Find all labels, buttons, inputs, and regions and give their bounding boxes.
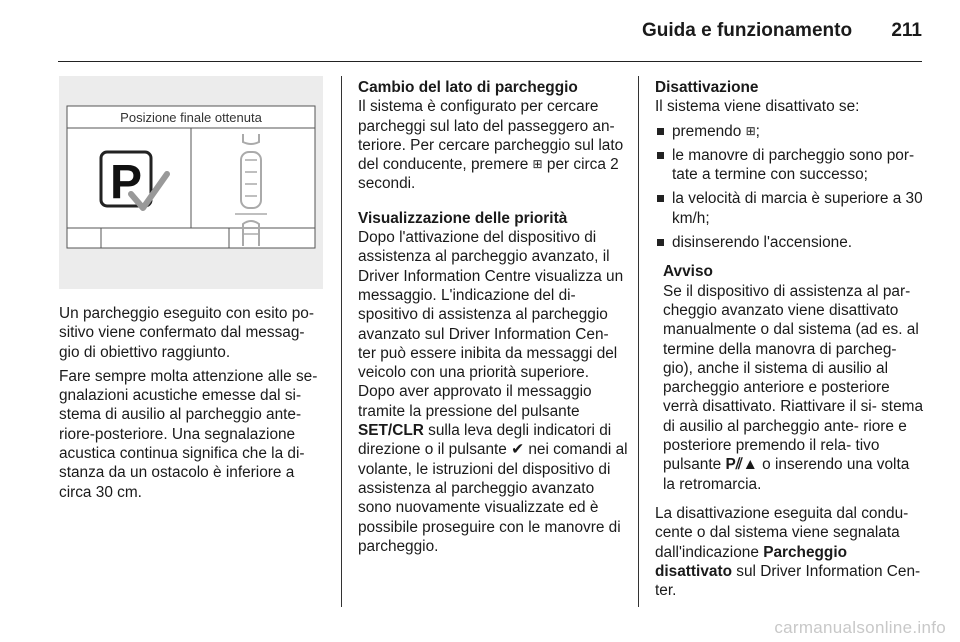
notice-text: Se il dispositivo di assistenza al par- cheggio avanzato viene disattivato manualmente o dal sistema (ad es. al termine della manovra di parcheg- gio), anche il sistema di ausilio al parcheggio anteriore e posteriore verrà disattivato. Riattivare il si- stema di ausilio al parcheggio ante- riore e posteriore premendo il rela- tivo pulsante P⫽▲ o inserendo una volta la retromarcia. <box>663 282 924 493</box>
parking-assist-button-icon: ⊞ <box>745 123 756 138</box>
deactivation-list <box>655 122 923 253</box>
body-paragraph: Fare sempre molta attenzione alle se- gnalazioni acustiche emesse dal si- stema di ausilio al parcheggio ante- riore-posteriore. Una segnalazione acustica continua significa che la di- stanza da un ostacolo è inferiore a circa 30 cm. <box>59 367 318 501</box>
column-3 <box>655 78 923 605</box>
list-item: le manovre di parcheggio sono por- tate a termine con successo; <box>655 146 923 185</box>
bullet-icon <box>657 128 664 135</box>
header-rule <box>58 61 922 62</box>
column-divider <box>638 76 639 607</box>
column-2 <box>358 78 628 561</box>
body-paragraph: Un parcheggio eseguito con esito po- sitivo viene confermato dal messag- gio di obiettivo raggiunto. <box>59 305 314 361</box>
watermark: carmanualsonline.info <box>774 618 946 637</box>
text-run: nei comandi al volante, le istruzioni del dispositivo di assistenza al parcheggio avanzato sono nuovamente visualizzate ed è possibile proseguire con le manovre di parcheggio. <box>358 441 628 555</box>
list-item: la velocità di marcia è superiore a 30 km/h; <box>655 189 923 228</box>
notice-title: Avviso <box>663 263 713 281</box>
bullet-icon <box>657 152 664 159</box>
section-heading: Visualizzazione delle priorità <box>358 209 568 227</box>
page-header <box>642 20 922 42</box>
body-paragraph <box>358 97 628 193</box>
body-paragraph <box>358 228 628 556</box>
checkmark-icon: ✔ <box>511 441 525 459</box>
parking-sensor-button-icon: P⫽▲ <box>725 456 758 474</box>
body-paragraph: La disattivazione eseguita dal condu- cente o dal sistema viene segnalata dall'indicazione Parcheggio disattivato sul Driver Information Cen- ter. <box>655 504 921 600</box>
notice-box <box>663 262 923 494</box>
chapter-title: Guida e funzionamento <box>642 20 853 41</box>
text-run: Il sistema è configurato per cercare parcheggi sul lato del passeggero an- teriore. Per cercare parcheggio sul lato del conducente, premere <box>358 98 624 174</box>
list-item: disinserendo l'accensione. <box>655 233 923 252</box>
parking-assist-button-icon: ⊞ <box>532 157 543 172</box>
column-divider <box>341 76 342 607</box>
page-number: 211 <box>891 20 922 41</box>
parking-letter: P <box>109 156 143 209</box>
section-heading: Disattivazione <box>655 79 759 96</box>
parking-p-icon <box>101 152 151 209</box>
text-run: per circa 2 secondi. <box>358 156 619 193</box>
bullet-icon <box>657 239 664 246</box>
body-paragraph: Il sistema viene disattivato se: <box>655 98 860 116</box>
display-illustration <box>59 76 323 289</box>
set-clr-button-label: SET/CLR <box>358 422 424 440</box>
list-item: premendo ⊞; <box>655 122 923 141</box>
text-run: sulla leva degli indicatori di direzione o il pulsante <box>358 422 612 459</box>
bullet-icon <box>657 195 664 202</box>
text-run: Dopo l'attivazione del dispositivo di assistenza al parcheggio avanzato, il Driver Information Centre visualizza un messaggio. L'indicazione del di- spositivo di assistenza al parcheggio avanzato sul Driver Information Cen- ter può essere inibita da messaggi del veicolo con una priorità superiore. Dopo aver approvato il messaggio tramite la pressione del pulsante <box>358 229 624 420</box>
column-1 <box>59 304 325 507</box>
status-message-label: Parcheggio disattivato <box>655 543 848 580</box>
display-title: Posizione finale ottenuta <box>120 110 262 125</box>
section-heading: Cambio del lato di parcheggio <box>358 79 578 96</box>
parking-display-figure <box>59 76 323 289</box>
